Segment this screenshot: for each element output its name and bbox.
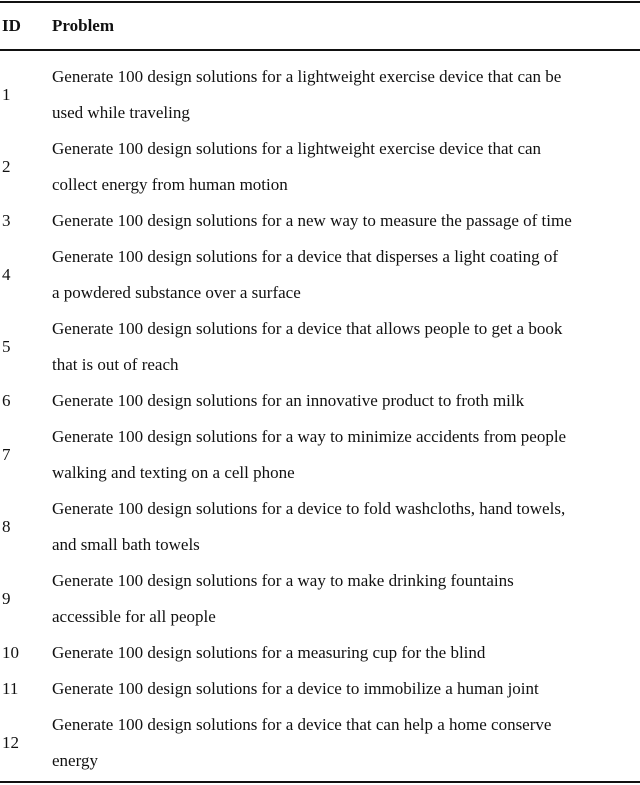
problem-line: Generate 100 design solutions for a device that allows people to get a book [52,319,563,338]
table-row [0,419,640,491]
row-problem [52,563,640,635]
table-row [0,203,640,239]
problem-line: Generate 100 design solutions for a device that can help a home conserve [52,715,552,734]
table-row [0,671,640,707]
row-problem [52,383,640,419]
row-problem [52,419,640,491]
problem-line: Generate 100 design solutions for a way to minimize accidents from people [52,427,567,446]
row-id: 1 [2,85,11,104]
table-header [0,16,640,42]
row-problem [52,491,640,563]
header-problem: Problem [52,16,115,35]
bottom-rule [0,781,640,783]
row-problem [52,203,640,239]
row-id: 9 [2,589,11,608]
table-row [0,707,640,779]
row-problem [52,311,640,383]
table-row [0,635,640,671]
table-body [0,59,640,779]
problem-line: accessible for all people [52,607,216,626]
row-id: 11 [2,679,19,698]
problem-line: Generate 100 design solutions for a way to make drinking fountains [52,571,514,590]
row-id: 10 [2,643,19,662]
row-problem [52,131,640,203]
problem-line: Generate 100 design solutions for a device that disperses a light coating of [52,247,559,266]
row-problem [52,635,640,671]
table-row [0,491,640,563]
row-problem [52,239,640,311]
header-rule [0,49,640,51]
table-row [0,383,640,419]
row-problem [52,671,640,707]
problem-line: Generate 100 design solutions for an innovative product to froth milk [52,391,525,410]
table-row [0,311,640,383]
table-row [0,239,640,311]
row-problem [52,59,640,131]
problem-line: walking and texting on a cell phone [52,463,295,482]
row-id: 3 [2,211,11,230]
problem-line: energy [52,751,98,770]
problem-line: Generate 100 design solutions for a measuring cup for the blind [52,643,486,662]
problem-line: Generate 100 design solutions for a lightweight exercise device that can [52,139,542,158]
header-id: ID [2,16,21,35]
problem-line: Generate 100 design solutions for a device to fold washcloths, hand towels, [52,499,566,518]
row-id: 4 [2,265,11,284]
table-row [0,59,640,131]
problem-line: Generate 100 design solutions for a new way to measure the passage of time [52,211,572,230]
problem-line: Generate 100 design solutions for a device to immobilize a human joint [52,679,539,698]
problem-line: used while traveling [52,103,190,122]
row-id: 6 [2,391,11,410]
problem-line: a powdered substance over a surface [52,283,301,302]
row-problem [52,707,640,779]
row-id: 7 [2,445,11,464]
row-id: 8 [2,517,11,536]
problem-line: Generate 100 design solutions for a lightweight exercise device that can be [52,67,562,86]
table-row [0,563,640,635]
row-id: 12 [2,733,19,752]
row-id: 5 [2,337,11,356]
problem-line: and small bath towels [52,535,200,554]
top-rule [0,1,640,3]
table-row [0,131,640,203]
problem-line: collect energy from human motion [52,175,288,194]
problem-line: that is out of reach [52,355,179,374]
row-id: 2 [2,157,11,176]
